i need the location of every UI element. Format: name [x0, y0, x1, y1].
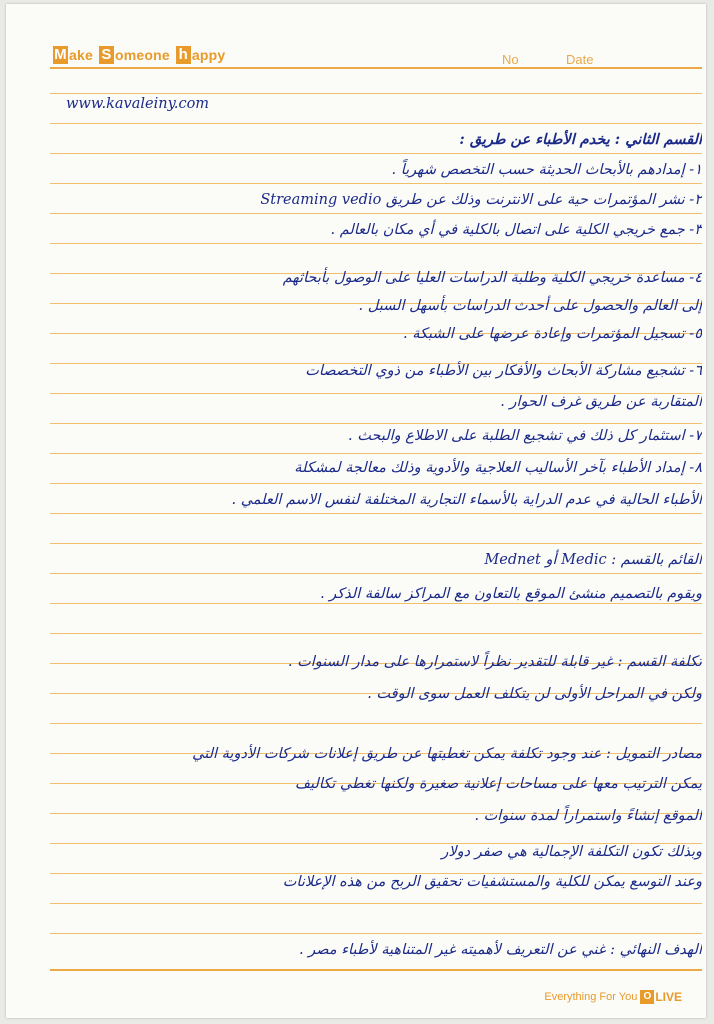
rule-line — [50, 513, 702, 514]
owner-line: القائم بالقسم : Medic أو Mednet — [484, 552, 702, 568]
live-word: LIVE — [655, 990, 682, 1004]
cost-line: تكلفة القسم : غير قابلة للتقدير نظراً لاستمرارها على مدار السنوات . — [287, 654, 702, 670]
footer-tagline — [544, 990, 682, 1004]
rule-line — [50, 633, 702, 634]
rule-line — [50, 483, 702, 484]
brand-word-ake: ake — [69, 47, 93, 63]
brand-letter-s: S — [99, 46, 114, 64]
date-label: Date — [566, 52, 594, 67]
brand-word-omeone: omeone — [114, 47, 170, 63]
brand-word-appy: appy — [191, 47, 226, 63]
live-o-icon: O — [640, 990, 654, 1004]
brand-letter-m: M — [54, 46, 67, 63]
list-item-3: ٣- جمع خريجي الكلية على اتصال بالكلية في أي مكان بالعالم . — [330, 222, 702, 238]
design-line: ويقوم بالتصميم منشئ الموقع بالتعاون مع المراكز سالفة الذكر . — [320, 586, 702, 602]
rule-line — [50, 903, 702, 904]
rule-line — [50, 453, 702, 454]
funding-line-2: يمكن الترتيب معها على مساحات إعلانية صغيرة ولكنها تغطي تكاليف — [295, 776, 702, 792]
rule-line — [50, 123, 702, 124]
rule-line — [50, 243, 702, 244]
list-item-6-cont: المتقاربة عن طريق غرف الحوار . — [500, 394, 702, 410]
expansion-line: وعند التوسع يمكن للكلية والمستشفيات تحقيق الربح من هذه الإعلانات — [282, 874, 702, 890]
brand-logo — [52, 40, 225, 70]
final-goal-line: الهدف النهائي : غني عن التعريف لأهميته غير المتناهية لأطباء مصر . — [299, 942, 702, 958]
rule-line — [50, 153, 702, 154]
list-item-8: ٨- إمداد الأطباء بآخر الأساليب العلاجية والأدوية وذلك معالجة لمشكلة — [294, 460, 702, 476]
rule-line — [50, 573, 702, 574]
rule-line — [50, 933, 702, 934]
cost-line-cont: ولكن في المراحل الأولى لن يتكلف العمل سوى الوقت . — [367, 686, 702, 702]
list-item-6: ٦- تشجيع مشاركة الأبحاث والأفكار بين الأطباء من ذوي التخصصات — [305, 363, 702, 379]
funding-line: مصادر التمويل : عند وجود تكلفة يمكن تغطيتها عن طريق إعلانات شركات الأدوية التي — [192, 746, 702, 762]
rule-line — [50, 543, 702, 544]
live-logo — [640, 990, 682, 1004]
section-heading: القسم الثاني : يخدم الأطباء عن طريق : — [459, 131, 702, 148]
rule-line — [50, 183, 702, 184]
list-item-2: ٢- نشر المؤتمرات حية على الانترنت وذلك عن طريق Streaming vedio — [260, 192, 702, 208]
footer-rule — [50, 969, 702, 971]
total-cost-line: وبذلك تكون التكلفة الإجمالية هي صفر دولار — [441, 844, 702, 860]
rule-line — [50, 723, 702, 724]
rule-line — [50, 213, 702, 214]
brand-letter-h: h — [176, 46, 191, 64]
list-item-8-cont: الأطباء الحالية في عدم الدراية بالأسماء التجارية المختلفة لنفس الاسم العلمي . — [231, 492, 702, 508]
no-label: No — [502, 52, 519, 67]
funding-line-3: الموقع إنشاءً واستمراراً لمدة سنوات . — [474, 808, 702, 824]
list-item-4-cont: إلى العالم والحصول على أحدث الدراسات بأسهل السبل . — [358, 298, 702, 314]
website-url: www.kavaleiny.com — [66, 96, 210, 112]
list-item-4: ٤- مساعدة خريجي الكلية وطلبة الدراسات العليا على الوصول بأبحاثهم — [282, 270, 702, 286]
list-item-1: ١- إمدادهم بالأبحاث الحديثة حسب التخصص شهرياً . — [391, 162, 702, 178]
list-item-7: ٧- استثمار كل ذلك في تشجيع الطلبة على الاطلاع والبحث . — [348, 428, 702, 444]
list-item-5: ٥- تسجيل المؤتمرات وإعادة عرضها على الشبكة . — [403, 326, 702, 342]
notebook-page — [6, 4, 706, 1018]
tagline-text: Everything For You — [544, 991, 638, 1003]
header-rule — [50, 67, 702, 69]
